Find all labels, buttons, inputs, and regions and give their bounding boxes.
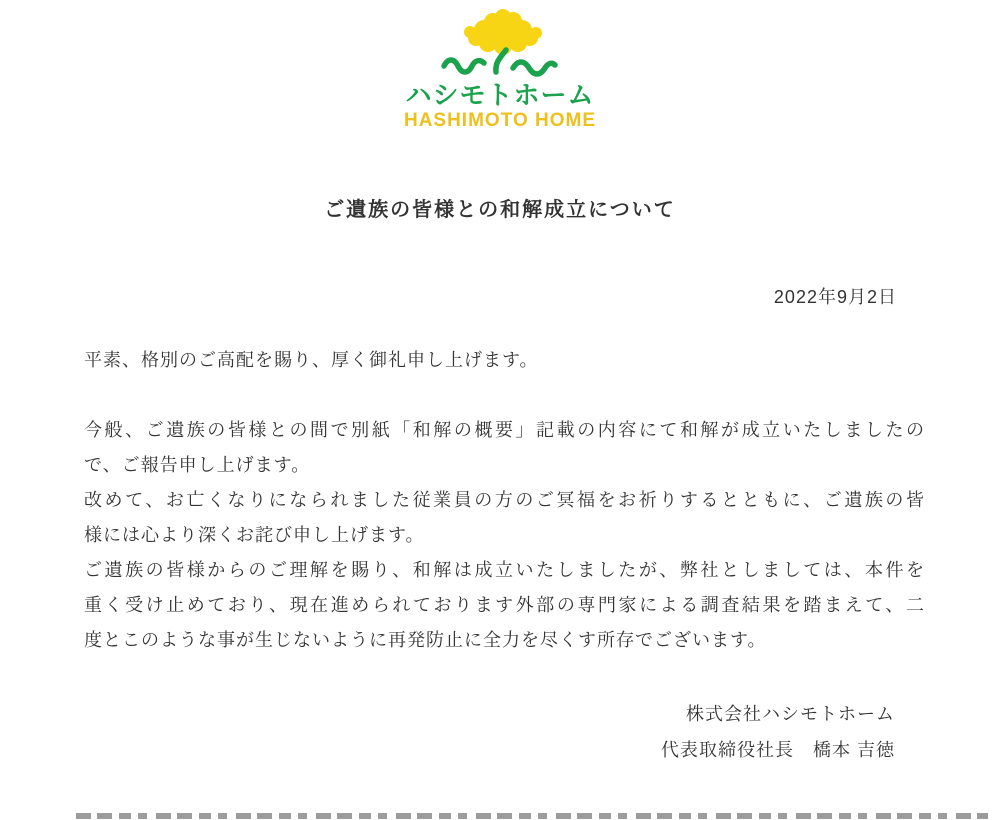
document-date: 2022年9月2日 (773, 287, 897, 307)
paragraph-line: 重く受け止めており、現在進められております外部の専門家による調査結果を踏まえて、二 (84, 595, 925, 615)
paragraph-line: 平素、格別のご高配を賜り、厚く御礼申し上げます。 (84, 350, 539, 370)
signature-company: 株式会社ハシモトホーム (686, 704, 895, 724)
paragraph-line: 様には心より深くお詫び申し上げます。 (84, 525, 425, 545)
cutoff-text-line (76, 813, 988, 819)
logo-name-japanese: ハシモトホーム (405, 80, 595, 110)
paragraph-line: 今般、ご遺族の皆様との間で別紙「和解の概要」記載の内容にて和解が成立いたしましたの (84, 420, 925, 440)
right-wave-icon (513, 62, 555, 74)
stem-icon (496, 50, 506, 72)
dandelion-logo-icon (400, 8, 600, 80)
document-title: ご遺族の皆様との和解成立について (324, 199, 676, 221)
left-wave-icon (444, 60, 484, 72)
signature-representative: 代表取締役社長 橋本 吉徳 (661, 740, 895, 760)
body-text (84, 343, 925, 658)
paragraph-line: で、ご報告申し上げます。 (84, 455, 311, 475)
document-body (84, 285, 925, 768)
logo-name-english: HASHIMOTO HOME (403, 110, 597, 131)
paragraph-line: 改めて、お亡くなりになられました従業員の方のご冥福をお祈りするとともに、ご遺族の皆 (84, 490, 925, 510)
company-logo (0, 0, 1000, 131)
paragraph-line: 度とこのような事が生じないように再発防止に全力を尽くす所存でございます。 (84, 630, 767, 650)
paragraph-line: ご遺族の皆様からのご理解を賜り、和解は成立いたしましたが、弊社としましては、本件を (84, 560, 925, 580)
flower-icon (464, 9, 542, 55)
signature-block (84, 696, 925, 768)
